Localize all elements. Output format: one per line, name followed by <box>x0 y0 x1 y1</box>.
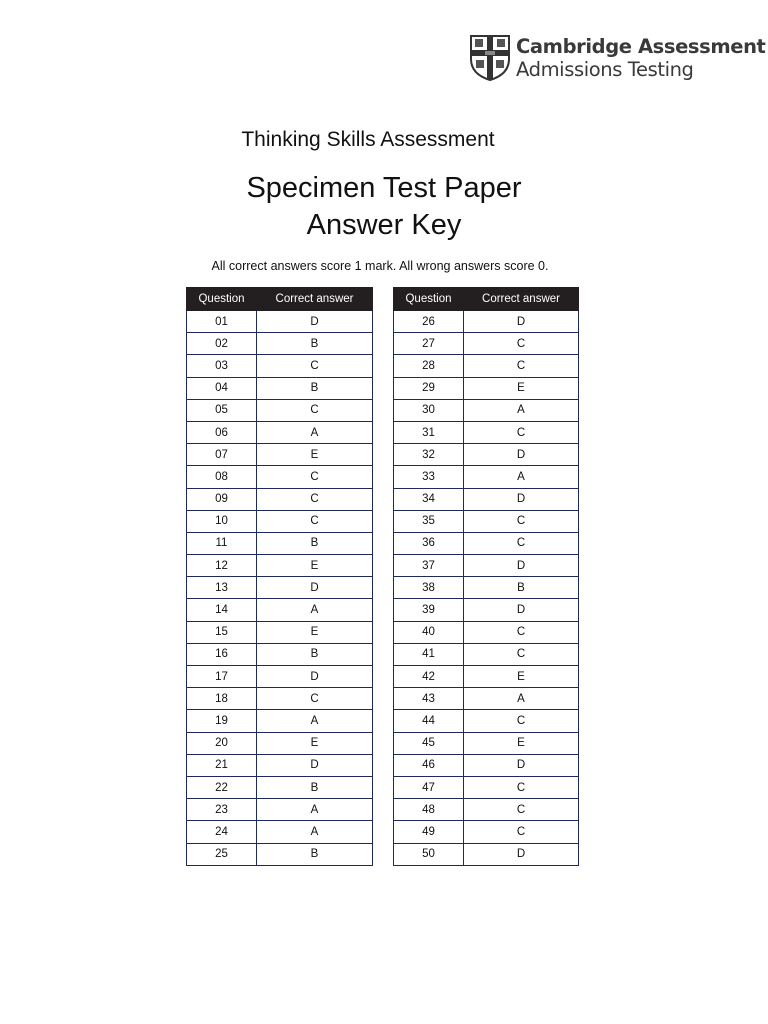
correct-answer: A <box>464 399 579 421</box>
table-row <box>394 754 579 776</box>
question-number: 02 <box>187 333 257 355</box>
question-number: 45 <box>394 732 464 754</box>
correct-answer: D <box>464 444 579 466</box>
correct-answer: C <box>464 510 579 532</box>
correct-answer: C <box>464 532 579 554</box>
table-row <box>187 621 373 643</box>
cambridge-assessment-logo <box>470 35 766 83</box>
question-number: 11 <box>187 532 257 554</box>
question-number: 19 <box>187 710 257 732</box>
table-row <box>187 843 373 865</box>
table-row <box>187 355 373 377</box>
correct-answer: B <box>257 333 373 355</box>
question-number: 13 <box>187 577 257 599</box>
question-number: 04 <box>187 377 257 399</box>
question-number: 21 <box>187 754 257 776</box>
question-number: 20 <box>187 732 257 754</box>
table-row <box>187 643 373 665</box>
table-row <box>394 666 579 688</box>
question-number: 15 <box>187 621 257 643</box>
table-row <box>187 532 373 554</box>
correct-answer: E <box>464 666 579 688</box>
question-number: 32 <box>394 444 464 466</box>
correct-answer: D <box>464 311 579 333</box>
table-row <box>187 599 373 621</box>
cambridge-shield-icon <box>470 35 510 81</box>
question-number: 50 <box>394 843 464 865</box>
question-number: 39 <box>394 599 464 621</box>
table-row <box>394 621 579 643</box>
table-row <box>187 333 373 355</box>
table-row <box>187 488 373 510</box>
correct-answer: C <box>257 466 373 488</box>
question-number: 43 <box>394 688 464 710</box>
correct-answer: C <box>464 421 579 443</box>
correct-answer: C <box>464 621 579 643</box>
correct-answer: D <box>464 599 579 621</box>
correct-answer: D <box>257 754 373 776</box>
table-row <box>394 421 579 443</box>
table-row <box>187 799 373 821</box>
table-header-row <box>394 288 579 311</box>
question-number: 26 <box>394 311 464 333</box>
table-row <box>394 510 579 532</box>
table-row <box>394 732 579 754</box>
question-number: 03 <box>187 355 257 377</box>
table-row <box>187 577 373 599</box>
table-row <box>394 577 579 599</box>
table-row <box>394 399 579 421</box>
question-number: 28 <box>394 355 464 377</box>
question-number: 47 <box>394 776 464 798</box>
answer-table-left <box>186 287 373 866</box>
question-number: 01 <box>187 311 257 333</box>
correct-answer: B <box>257 776 373 798</box>
title-line-2: Answer Key <box>306 209 462 241</box>
correct-answer: D <box>464 754 579 776</box>
question-number: 23 <box>187 799 257 821</box>
question-number: 05 <box>187 399 257 421</box>
table-row <box>187 311 373 333</box>
table-row <box>394 532 579 554</box>
table-row <box>187 754 373 776</box>
table-row <box>394 444 579 466</box>
correct-answer: A <box>257 599 373 621</box>
correct-answer: E <box>257 555 373 577</box>
question-number: 49 <box>394 821 464 843</box>
correct-answer: D <box>257 311 373 333</box>
question-number: 08 <box>187 466 257 488</box>
column-header-question: Question <box>187 288 257 311</box>
question-number: 10 <box>187 510 257 532</box>
question-number: 17 <box>187 666 257 688</box>
question-number: 25 <box>187 843 257 865</box>
question-number: 30 <box>394 399 464 421</box>
correct-answer: C <box>257 355 373 377</box>
table-row <box>187 555 373 577</box>
question-number: 24 <box>187 821 257 843</box>
correct-answer: B <box>257 643 373 665</box>
question-number: 33 <box>394 466 464 488</box>
column-header-question: Question <box>394 288 464 311</box>
logo-line-1: Cambridge Assessment <box>516 35 766 58</box>
question-number: 07 <box>187 444 257 466</box>
correct-answer: C <box>464 776 579 798</box>
table-row <box>394 599 579 621</box>
correct-answer: E <box>464 377 579 399</box>
correct-answer: C <box>464 355 579 377</box>
table-row <box>187 776 373 798</box>
question-number: 27 <box>394 333 464 355</box>
question-number: 35 <box>394 510 464 532</box>
document-subtitle: Thinking Skills Assessment <box>241 128 495 151</box>
correct-answer: D <box>464 488 579 510</box>
table-row <box>394 799 579 821</box>
question-number: 40 <box>394 621 464 643</box>
correct-answer: C <box>257 488 373 510</box>
question-number: 29 <box>394 377 464 399</box>
correct-answer: D <box>257 577 373 599</box>
correct-answer: D <box>257 666 373 688</box>
correct-answer: B <box>257 843 373 865</box>
table-row <box>394 710 579 732</box>
correct-answer: A <box>257 799 373 821</box>
correct-answer: A <box>257 821 373 843</box>
question-number: 37 <box>394 555 464 577</box>
question-number: 46 <box>394 754 464 776</box>
table-row <box>187 821 373 843</box>
correct-answer: A <box>257 710 373 732</box>
correct-answer: B <box>257 377 373 399</box>
correct-answer: A <box>257 421 373 443</box>
correct-answer: C <box>464 710 579 732</box>
answer-table-right <box>393 287 579 866</box>
question-number: 34 <box>394 488 464 510</box>
table-row <box>187 666 373 688</box>
table-row <box>394 821 579 843</box>
correct-answer: E <box>257 621 373 643</box>
correct-answer: C <box>257 399 373 421</box>
correct-answer: C <box>464 333 579 355</box>
table-row <box>187 421 373 443</box>
table-row <box>394 555 579 577</box>
table-row <box>394 355 579 377</box>
correct-answer: D <box>464 555 579 577</box>
table-row <box>187 377 373 399</box>
correct-answer: C <box>464 643 579 665</box>
table-row <box>394 643 579 665</box>
correct-answer: E <box>257 732 373 754</box>
table-row <box>394 377 579 399</box>
question-number: 14 <box>187 599 257 621</box>
table-row <box>394 333 579 355</box>
question-number: 18 <box>187 688 257 710</box>
title-line-1: Specimen Test Paper <box>246 172 522 204</box>
correct-answer: B <box>464 577 579 599</box>
correct-answer: E <box>464 732 579 754</box>
question-number: 22 <box>187 776 257 798</box>
table-row <box>187 688 373 710</box>
correct-answer: C <box>257 510 373 532</box>
question-number: 42 <box>394 666 464 688</box>
table-header-row <box>187 288 373 311</box>
column-header-answer: Correct answer <box>464 288 579 311</box>
table-row <box>187 444 373 466</box>
question-number: 12 <box>187 555 257 577</box>
table-row <box>187 710 373 732</box>
correct-answer: B <box>257 532 373 554</box>
question-number: 48 <box>394 799 464 821</box>
question-number: 38 <box>394 577 464 599</box>
logo-line-2: Admissions Testing <box>516 58 694 81</box>
table-row <box>394 776 579 798</box>
document-title <box>0 170 768 244</box>
table-row <box>187 510 373 532</box>
column-header-answer: Correct answer <box>257 288 373 311</box>
correct-answer: C <box>257 688 373 710</box>
correct-answer: A <box>464 466 579 488</box>
question-number: 09 <box>187 488 257 510</box>
table-row <box>187 399 373 421</box>
correct-answer: C <box>464 799 579 821</box>
question-number: 41 <box>394 643 464 665</box>
question-number: 31 <box>394 421 464 443</box>
correct-answer: C <box>464 821 579 843</box>
question-number: 16 <box>187 643 257 665</box>
correct-answer: A <box>464 688 579 710</box>
table-row <box>394 488 579 510</box>
table-row <box>394 843 579 865</box>
scoring-note: All correct answers score 1 mark. All wrong answers score 0. <box>211 259 549 273</box>
table-row <box>394 311 579 333</box>
table-row <box>187 732 373 754</box>
question-number: 36 <box>394 532 464 554</box>
question-number: 44 <box>394 710 464 732</box>
correct-answer: E <box>257 444 373 466</box>
correct-answer: D <box>464 843 579 865</box>
table-row <box>187 466 373 488</box>
question-number: 06 <box>187 421 257 443</box>
table-row <box>394 688 579 710</box>
table-row <box>394 466 579 488</box>
